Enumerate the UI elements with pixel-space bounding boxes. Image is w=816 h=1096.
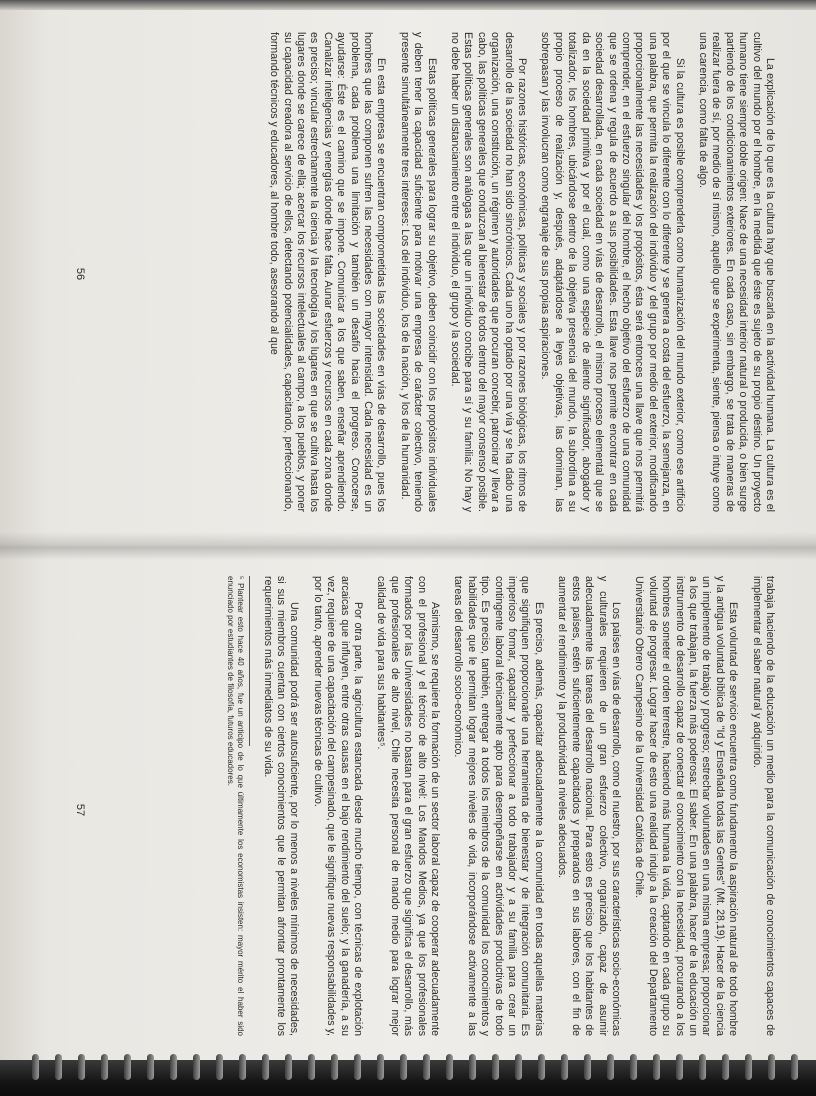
book-gutter: [0, 532, 816, 560]
binding-ring: [239, 1054, 246, 1080]
binding-ring: [423, 1054, 430, 1080]
right-paragraph-6: Por otra parte, la agricultura estancada desde mucho tiempo, con técnicas de explotación arcaicas que influyen, entre otras causas en el bajo rendimiento del suelo; y la ganadería, a su vez, requiere de una capacitación del campesinado, que le signifique nuevas responsabilidades y, por lo tanto, aprender nuevas técnicas de cultivo.: [311, 576, 365, 1036]
binding-ring: [538, 1054, 545, 1080]
binding-ring: [561, 1054, 568, 1080]
left-paragraph-2: Si la cultura es posible comprenderla como humanización del mundo exterior, como ese artificio por el que se vincula lo diferente con lo diferente y se genera a costa del esfuerzo, la semejanza, en una palabra, que permita la realización del individuo y del grupo por medio del exterior, modificando proporcionalmente las necesidades y los propósitos, ésta será entonces una llave que nos permitirá comprender, en el esfuerzo singular del hombre, el hecho objetivo del esfuerzo de una comunidad que se ordena y regula de acuerdo a sus posibilidades. Esta llave nos permite encontrar en cada sociedad desarrollada, en cada sociedad en vías de desarrollo, el mismo proceso elemental que se da en la sociedad primitiva y por el cual, como una especie de aliento significador, abogador y totalizador, los hombres, ubicándose dentro de la objetiva presencia del mundo, la subordina a su propio proceso de realización y, después, adaptándose a leyes objetivas, las dominan, las sobrepasan y las involucran como engranaje de sus propias aspiraciones.: [539, 32, 686, 512]
spiral-binding: [0, 1060, 816, 1096]
left-paragraph-1: La explicación de lo que es la cultura hay que buscarla en la actividad humana. La cultura es el cultivo del mundo por el hombre, en la medida que éste es sujeto de su propio destino. Un proyecto humano tiene siempre doble origen: Nace de una necesidad interior natural o producida, o bien surge partiendo de los condicionamientos exteriores. En cada caso, sin embargo, se trata de maneras de realizar fuera de sí, por medio de sí mismo, aquello que se experimenta, siente, piensa o intuye como una carencia, como falta de algo.: [696, 32, 776, 512]
binding-ring: [193, 1054, 200, 1080]
left-paragraph-5: En esta empresa se encuentran comprometidas las sociedades en vías de desarrollo, pues los hombres que las componen sufren las necesidades con mayor intensidad. Cada necesidad es un problema, cada problema una limitación y también un desafío hacia el progreso. Conocerse, ayudarse: Éste es el camino que se impone. Comunicar a los que saben, enseñar aprendiendo. Canalizar inteligencias y energías donde hace falta. Aunar esfuerzos y recursos en cada zona donde es preciso; vincular estrechamente la ciencia y la tecnología y los lugares en que se cultiva hasta los lugares donde se carece de ella; acercar los recursos intelectuales al campo, a los pueblos, y poner su capacidad creadora al servicio de ellos, detectando potencialidades, capacitando, perfeccionando, formando técnicos y educadores, al hombre todo, asesorando al que: [268, 32, 388, 512]
binding-ring: [722, 1054, 729, 1080]
right-page-number: 57: [74, 803, 86, 817]
binding-ring: [262, 1054, 269, 1080]
right-paragraph-1: trabaja haciendo de la educación un medio para la comunicación de conocimientos capaces de implementar el saber natural y adquirido.: [750, 576, 776, 1036]
binding-ring: [354, 1054, 361, 1080]
right-paragraph-2: Esta voluntad de servicio encuentra como fundamento la aspiración natural de todo hombre y la antigua voluntad bíblica de "Id y Enseñada todas las Gentes" (Mt. 28,19). Hacer de la ciencia un implemento de trabajo y progreso; estrechar voluntades en una misma empresa; proporcionar a los que trabajan, la fuerza más poderosa: El saber. En una palabra, hacer de la educación un instrumento de desarrollo capaz de conectar el conocimiento con la necesidad, procurando a los hombres someter el orden terrestre, haciendo más humana la vida, captando en cada grupo su voluntad de progresar. Lograr hacer de esto una realidad indujo a la creación del Departamento Universitario Obrero Campesino de la Universidad Católica de Chile.: [633, 576, 740, 1036]
binding-ring: [791, 1054, 798, 1080]
footnote: ⁵ Plantear esto hace 40 años, fue un anticipo de lo que últimamente los economistas insisten: mayor mérito el haber sido enunciado por estudiantes de filosofía, futuros educadores.: [226, 576, 246, 1036]
binding-ring: [32, 1054, 39, 1080]
binding-ring: [469, 1054, 476, 1080]
binding-ring: [768, 1054, 775, 1080]
binding-ring: [699, 1054, 706, 1080]
left-page: [66, 14, 816, 534]
left-page-number: 56: [74, 267, 86, 281]
binding-ring: [630, 1054, 637, 1080]
binding-ring: [607, 1054, 614, 1080]
binding-ring: [676, 1054, 683, 1080]
binding-ring: [170, 1054, 177, 1080]
right-page: [66, 560, 816, 1060]
right-paragraph-5: Asimismo, se requiere la formación de un sector laboral capaz de cooperar adecuadamente con el profesional y el técnico de alto nivel: Los Mandos Medios, ya que los profesionales formados por las Universidades no bastan para el gran esfuerzo que significa el desarrollo, más que profesionales de alto nivel, Chile necesita personal de mando medio para lograr mejor calidad de vida para sus habitantes⁵.: [375, 576, 442, 1036]
binding-ring: [377, 1054, 384, 1080]
binding-ring: [101, 1054, 108, 1080]
binding-ring: [285, 1054, 292, 1080]
binding-ring: [446, 1054, 453, 1080]
binding-ring: [55, 1054, 62, 1080]
left-paragraph-3: Por razones históricas, económicas, políticas y sociales y por razones biológicas, los ritmos de desarrollo de la sociedad no han sido sincrónicos. Cada uno ha optado por una vía y se ha dado una organización, una constitución, un régimen y autoridades que procuran concebir, patrocinar y llevar a cabo, las políticas generales que conduzcan al bienestar de todos dentro del mayor consenso posible. Estas políticas generales son análogas a las que un individuo concibe para sí y su familia: No hay y no debe haber un distanciamiento entre el individuo, el grupo y la sociedad.: [449, 32, 529, 512]
binding-ring: [745, 1054, 752, 1080]
binding-ring: [492, 1054, 499, 1080]
footnote-divider: [249, 576, 250, 746]
right-paragraph-7: Una comunidad podrá ser autosuficiente, por lo menos a niveles mínimos de necesidades, si sus miembros cuentan con ciertos conocimientos que le permitan afrontar prontamente los requerimientos más inmediatos de su vida.: [261, 576, 301, 1036]
binding-ring: [308, 1054, 315, 1080]
binding-ring: [216, 1054, 223, 1080]
binding-ring: [124, 1054, 131, 1080]
left-paragraph-4: Estas políticas generales para lograr su objetivo, deben coincidir con los propósitos individuales y deben tener la capacidad suficiente para motivar una empresa de carácter colectivo, teniendo presente simultáneamente tres intereses: Los del individuo, los de la nación, y los de la humanidad.: [398, 32, 438, 512]
binding-ring: [78, 1054, 85, 1080]
binding-ring: [653, 1054, 660, 1080]
binding-ring: [515, 1054, 522, 1080]
binding-ring: [584, 1054, 591, 1080]
binding-ring: [331, 1054, 338, 1080]
binding-ring: [400, 1054, 407, 1080]
page-edge-shadow: [0, 0, 816, 10]
right-paragraph-3: Los países en vías de desarrollo, como el nuestro, por sus características socio-económicas y culturales requieren de un gran esfuerzo colectivo, organizado, capaz de asumir adecuadamente las tareas del desarrollo nacional. Para esto es preciso que los habitantes de estos países, estén suficientemente capacitados y preparados en sus labores, con el fin de aumentar el rendimiento y la productividad a niveles adecuados.: [556, 576, 622, 1036]
binding-ring: [147, 1054, 154, 1080]
right-paragraph-4: Es preciso, además, capacitar adecuadamente a la comunidad en todas aquellas materias que signifiquen proporcionarle una herramienta de bienestar y de integración comunitaria. Es imperioso formar, capacitar y perfeccionar a todo trabajador y a su familia para crear un contingente laboral técnicamente apto para desempeñarse en actividades productivas de todo tipo. Es preciso, también, entregar a todos los miembros de la comunidad los conocimientos y habilidades que le permitan lograr mejores niveles de vida, incorporándose activamente a las tareas del desarrollo socio-económico.: [452, 576, 545, 1036]
